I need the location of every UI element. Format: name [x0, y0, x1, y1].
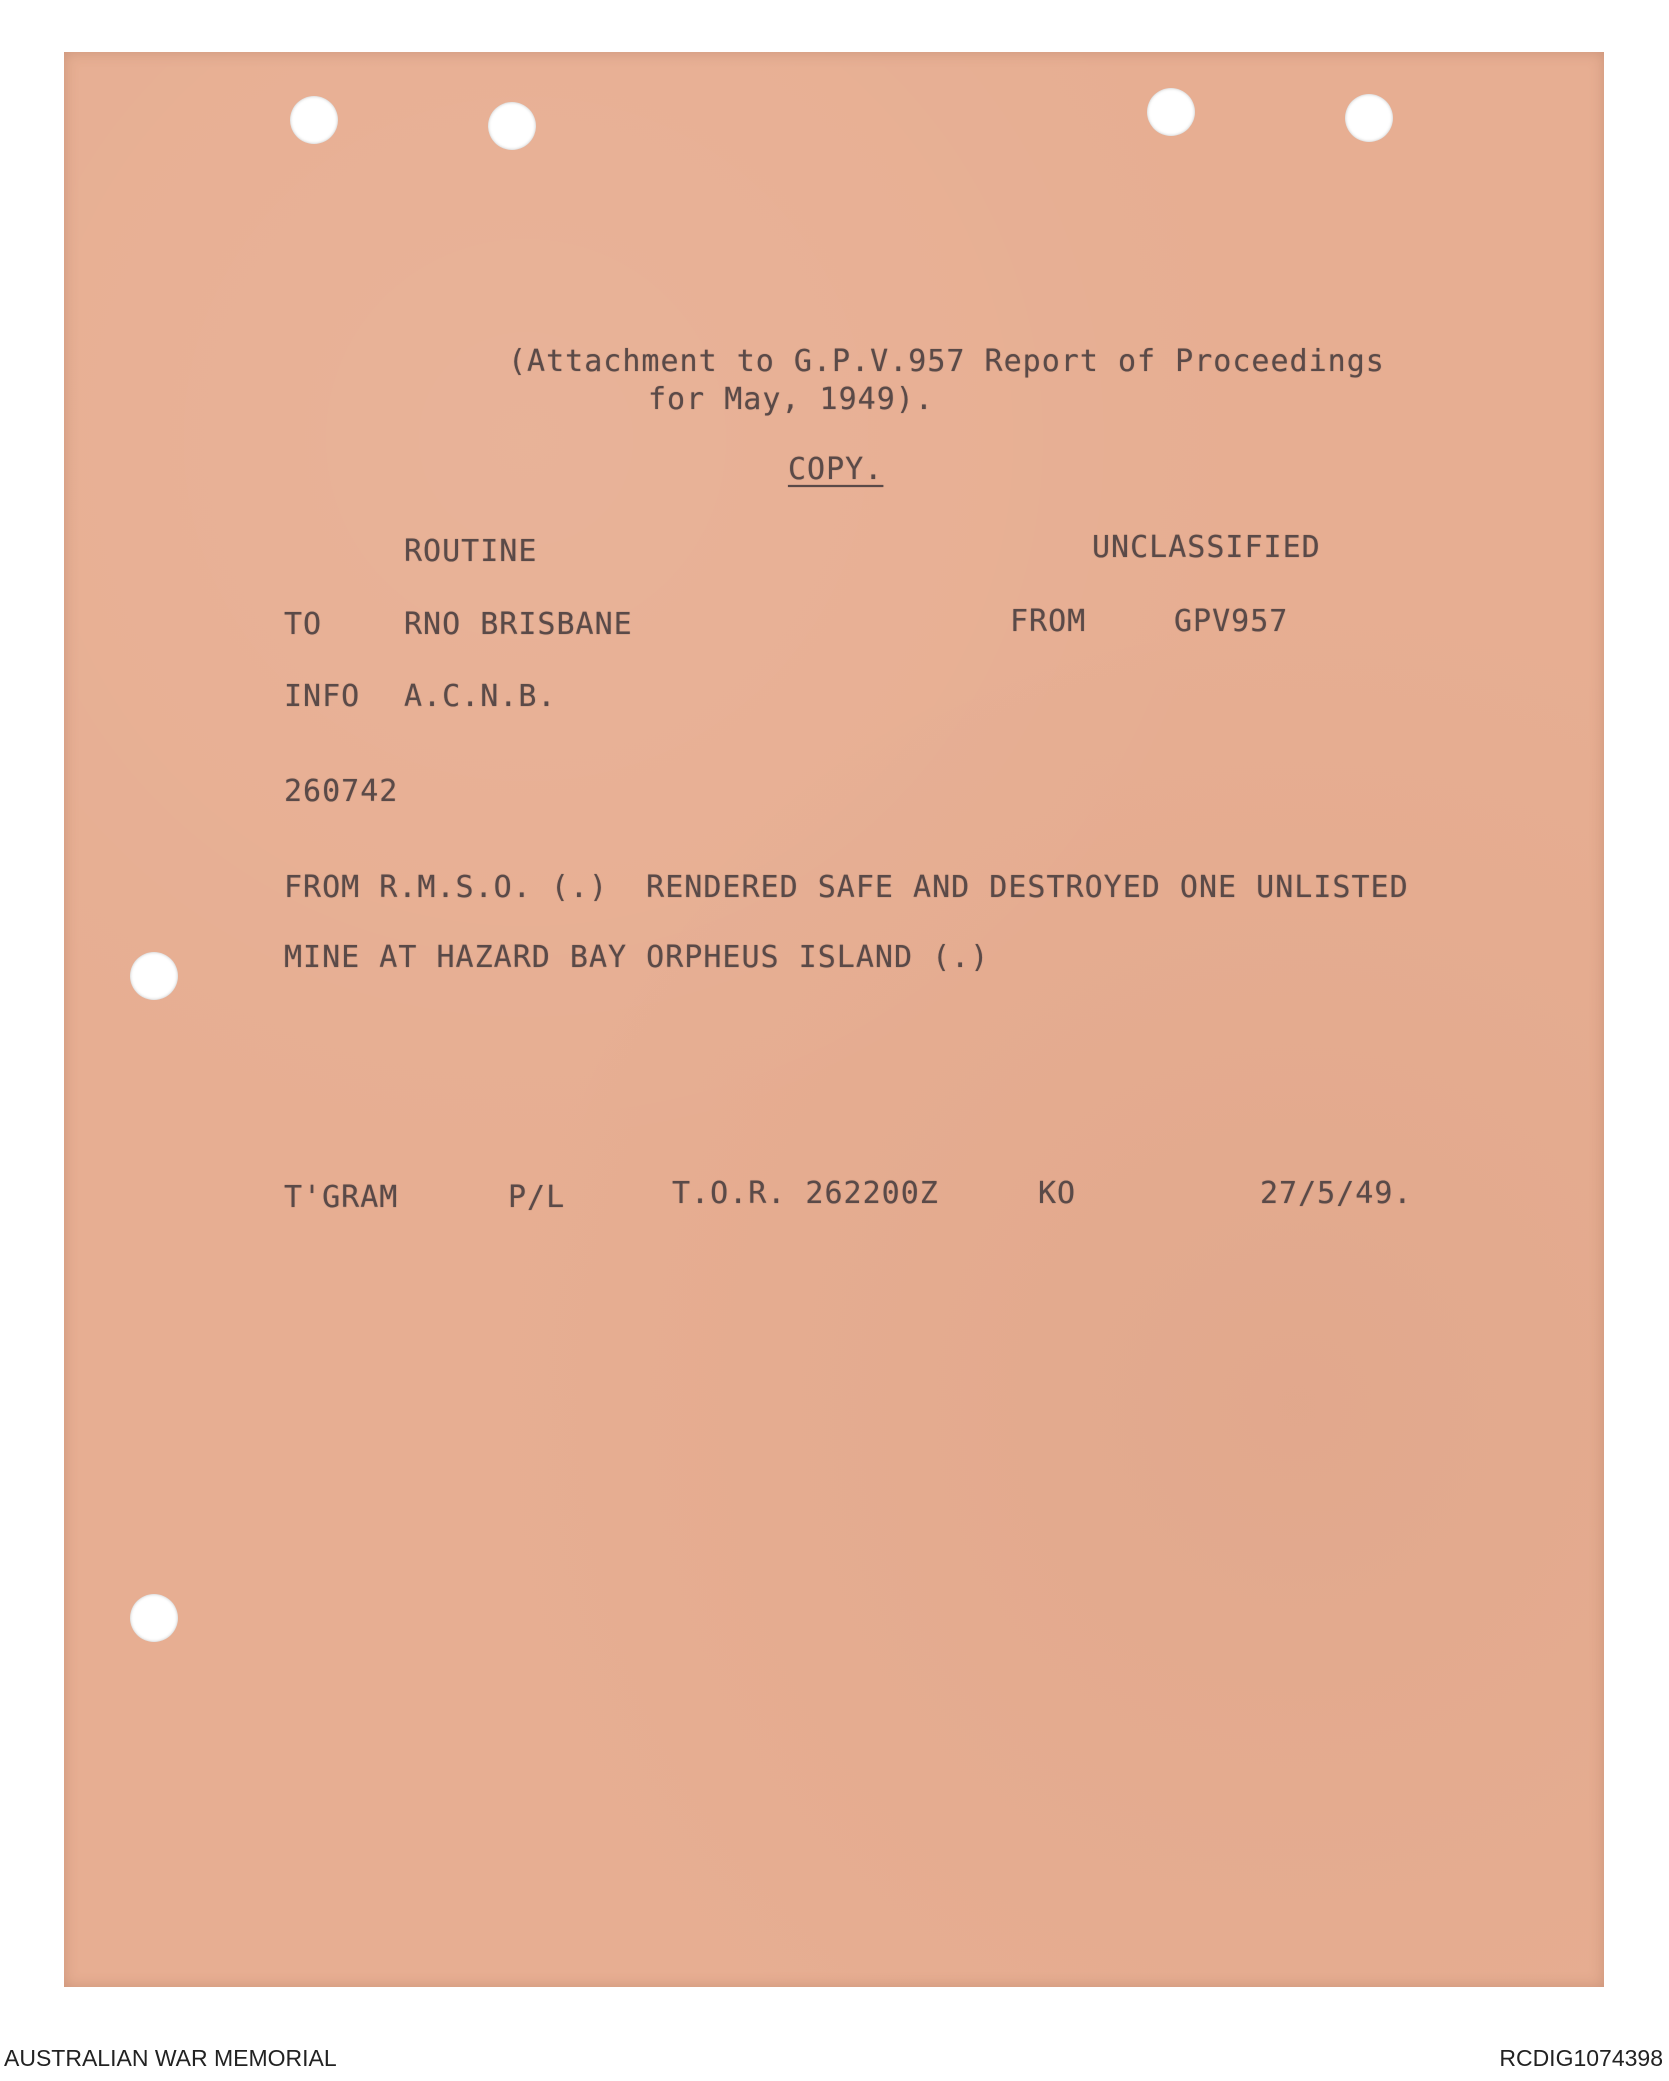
punch-hole-left-2: [130, 1594, 178, 1642]
to-label: TO: [284, 607, 323, 642]
footer-ko: KO: [1038, 1176, 1077, 1211]
punch-hole-top-3: [1147, 88, 1195, 136]
footer-pl: P/L: [508, 1180, 566, 1215]
precedence: ROUTINE: [404, 534, 538, 569]
attachment-line-2: for May, 1949).: [648, 382, 934, 417]
date-time-group: 260742: [284, 774, 399, 809]
copy-heading: COPY.: [788, 452, 884, 487]
footer-date: 27/5/49.: [1260, 1176, 1413, 1211]
attachment-line-1: (Attachment to G.P.V.957 Report of Proceedings: [508, 344, 1385, 379]
message-body-line-1: FROM R.M.S.O. (.) RENDERED SAFE AND DESTROYED ONE UNLISTED: [284, 870, 1409, 905]
punch-hole-top-4: [1345, 94, 1393, 142]
punch-hole-top-1: [290, 96, 338, 144]
archive-reference: RCDIG1074398: [1499, 2045, 1663, 2071]
footer-tor: T.O.R. 262200Z: [672, 1176, 939, 1211]
info-label: INFO: [284, 679, 361, 714]
punch-hole-left-1: [130, 952, 178, 1000]
document-sheet: [64, 52, 1604, 1987]
message-body-line-2: MINE AT HAZARD BAY ORPHEUS ISLAND (.): [284, 940, 990, 975]
from-label: FROM: [1010, 604, 1087, 639]
archive-institution: AUSTRALIAN WAR MEMORIAL: [4, 2045, 337, 2071]
info-value: A.C.N.B.: [404, 679, 557, 714]
to-value: RNO BRISBANE: [404, 607, 633, 642]
punch-hole-top-2: [488, 102, 536, 150]
from-value: GPV957: [1174, 604, 1289, 639]
footer-tgram: T'GRAM: [284, 1180, 399, 1215]
classification: UNCLASSIFIED: [1092, 530, 1321, 565]
